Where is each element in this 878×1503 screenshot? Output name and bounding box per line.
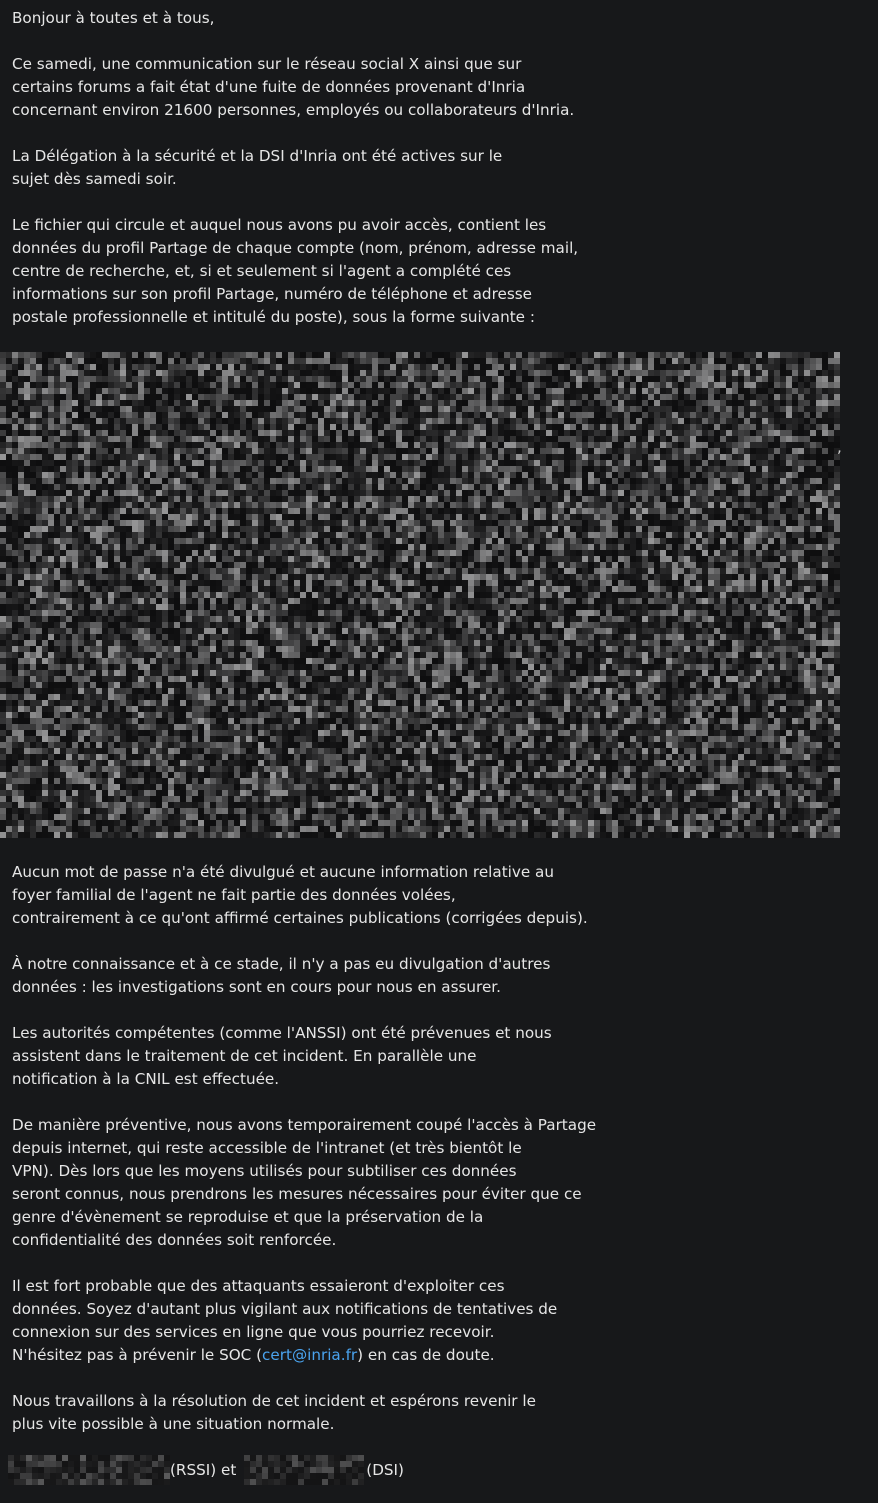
paragraph-no-passwords: Aucun mot de passe n'a été divulgué et aucune information relative au foyer familial de l'agent ne fait partie des données volées, contrairement à ce qu'ont affirmé certaines publications (corrigées depuis). bbox=[12, 863, 588, 927]
signature-role-dsi: (DSI) bbox=[366, 1460, 404, 1479]
redacted-name-rssi bbox=[8, 1455, 168, 1485]
redacted-name-dsi bbox=[244, 1455, 362, 1485]
greeting: Bonjour à toutes et à tous, bbox=[12, 9, 215, 27]
paragraph-phishing-warning bbox=[12, 1275, 872, 1367]
paragraph-closing: Nous travaillons à la résolution de cet incident et espérons revenir le plus vite possible à une situation normale. bbox=[12, 1392, 536, 1433]
redaction-trailing-comma: , bbox=[837, 438, 842, 456]
signature bbox=[12, 1453, 872, 1487]
paragraph-leak-announcement: Ce samedi, une communication sur le réseau social X ainsi que sur certains forums a fait état d'une fuite de données provenant d'Inria concernant environ 21600 personnes, employés ou collaborateurs d'Inria. bbox=[12, 55, 575, 119]
cert-email-link[interactable]: cert@inria.fr bbox=[262, 1346, 358, 1364]
email-body bbox=[12, 7, 872, 1487]
signature-role-rssi: (RSSI) et bbox=[170, 1460, 237, 1479]
pixelated-redaction-image bbox=[0, 352, 837, 838]
paragraph-authorities: Les autorités compétentes (comme l'ANSSI) ont été prévenues et nous assistent dans le traitement de cet incident. En parallèle une notification à la CNIL est effectuée. bbox=[12, 1024, 552, 1088]
paragraph-preventive-measures: De manière préventive, nous avons temporairement coupé l'accès à Partage depuis internet, qui reste accessible de l'intranet (et très bientôt le VPN). Dès lors que les moyens utilisés pour subtiliser ces données seront connus, nous prendrons les mesures nécessaires pour éviter que ce genre d'évènement se reproduise et que la préservation de la confidentialité des données soit renforcée. bbox=[12, 1116, 597, 1249]
warning-text-end: ) en cas de doute. bbox=[357, 1346, 495, 1364]
warning-text: Il est fort probable que des attaquants essaieront d'exploiter ces données. Soyez d'autant plus vigilant aux notifications de tentatives de connexion sur des services en ligne que vous pourriez recevoir. N'hésitez pas à prévenir le SOC ( bbox=[12, 1277, 558, 1364]
paragraph-security-response: La Délégation à la sécurité et la DSI d'Inria ont été actives sur le sujet dès samedi soir. bbox=[12, 147, 503, 188]
redacted-data-sample bbox=[0, 352, 842, 838]
paragraph-file-contents: Le fichier qui circule et auquel nous avons pu avoir accès, contient les données du profil Partage de chaque compte (nom, prénom, adresse mail, centre de recherche, et, si et seulement si l'agent a complété ces informations sur son profil Partage, numéro de téléphone et adresse postale professionnelle et intitulé du poste), sous la forme suivante : bbox=[12, 216, 579, 326]
paragraph-investigation: À notre connaissance et à ce stade, il n'y a pas eu divulgation d'autres données : les investigations sont en cours pour nous en assurer. bbox=[12, 955, 551, 996]
